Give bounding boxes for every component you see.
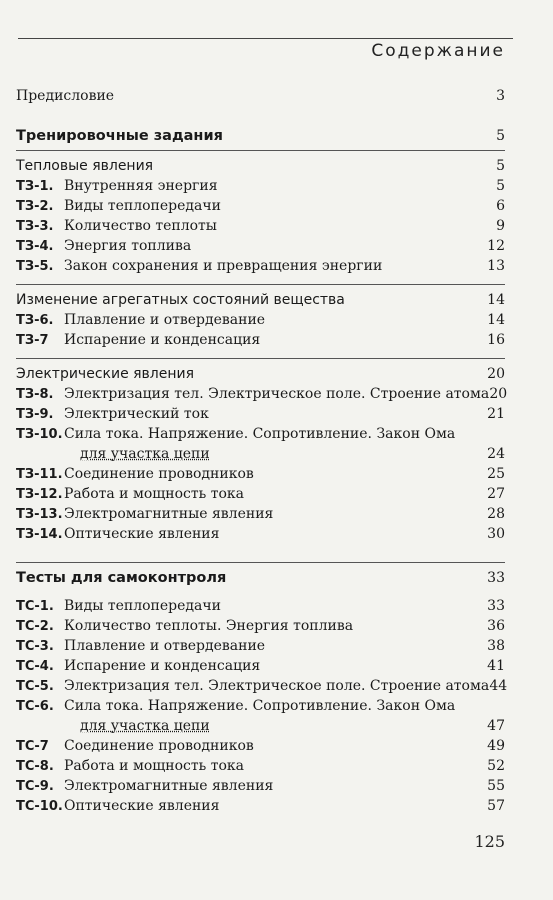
toc-entry-code: ТЗ-2. [16, 199, 54, 214]
toc-entry [16, 292, 505, 312]
toc-entry-title: Работа и мощность тока [64, 758, 244, 774]
toc-entry-page: 14 [487, 292, 505, 308]
toc-entry [16, 366, 505, 386]
toc-entry [16, 88, 505, 108]
toc-entry-title: Энергия топлива [64, 238, 192, 254]
toc-entry-page: 5 [496, 128, 505, 144]
toc-entry [16, 466, 505, 486]
toc-entry-code: ТЗ-6. [16, 313, 54, 328]
toc-entry-title: Плавление и отвердевание [64, 312, 266, 328]
toc-entry-code: ТЗ-3. [16, 219, 54, 234]
toc-entry [16, 446, 505, 466]
header-rule [18, 38, 513, 39]
toc-entry-page: 5 [496, 178, 505, 194]
toc-entry-code: ТЗ-14. [16, 527, 63, 542]
toc-entry-page: 20 [489, 386, 508, 402]
toc-entry [16, 128, 505, 148]
toc-entry-page: 24 [487, 446, 505, 462]
toc-entry [16, 178, 505, 198]
toc-entry [16, 526, 505, 546]
toc-entry-title: для участка цепи [80, 446, 210, 462]
toc-entry [16, 258, 505, 278]
toc-entry [16, 406, 505, 426]
toc-entry-page: 33 [487, 570, 505, 586]
toc-entry-title: Сила тока. Напряжение. Сопротивление. Закон Ома [64, 426, 456, 442]
section-divider [16, 358, 505, 359]
toc-entry-code: ТС-7 [16, 739, 49, 754]
toc-entry-page: 36 [487, 618, 505, 634]
toc-entry-title: Количество теплоты [64, 218, 217, 234]
toc-entry-code: ТЗ-12. [16, 487, 63, 502]
toc-entry-title: Электромагнитные явления [64, 778, 274, 794]
toc-entry-title: Сила тока. Напряжение. Сопротивление. Закон Ома [64, 698, 456, 714]
toc-entry-page: 16 [487, 332, 505, 348]
toc-entry-code: ТЗ-7 [16, 333, 49, 348]
toc-entry-page: 25 [487, 466, 505, 482]
toc-entry-code: ТС-4. [16, 659, 54, 674]
toc-entry-page: 52 [487, 758, 505, 774]
toc-entry-page: 55 [487, 778, 505, 794]
toc-entry-title: Испарение и конденсация [64, 658, 261, 674]
toc-entry-page: 5 [496, 158, 505, 174]
toc-entry-title: Количество теплоты. Энергия топлива [64, 618, 354, 634]
toc-entry-title: Предисловие [16, 88, 115, 104]
toc-entry-title: Соединение проводников [64, 466, 254, 482]
toc-entry [16, 158, 505, 178]
toc-entry-title: Электризация тел. Электрическое поле. Строение атома [64, 678, 490, 694]
toc-entry-title: Оптические явления [64, 526, 220, 542]
toc-entry-page: 38 [487, 638, 505, 654]
toc-entry-code: ТС-9. [16, 779, 54, 794]
toc-entry-title: Тепловые явления [16, 158, 154, 174]
toc-entry-title: Закон сохранения и превращения энергии [64, 258, 383, 274]
toc-entry [16, 198, 505, 218]
page-number: 125 [474, 832, 505, 851]
toc-entry-title: Электрический ток [64, 406, 209, 422]
toc-entry-title: Электромагнитные явления [64, 506, 274, 522]
toc-entry-code: ТЗ-9. [16, 407, 54, 422]
toc-entry [16, 486, 505, 506]
toc-entry-code: ТС-2. [16, 619, 54, 634]
toc-entry [16, 618, 505, 638]
toc-entry-title: Тесты для самоконтроля [16, 570, 227, 586]
toc-entry-title: Тренировочные задания [16, 128, 223, 144]
toc-entry-code: ТС-10. [16, 799, 63, 814]
toc-entry-page: 14 [487, 312, 505, 328]
toc-entry-code: ТЗ-11. [16, 467, 63, 482]
toc-entry [16, 218, 505, 238]
toc-entry-title: Виды теплопередачи [64, 198, 221, 214]
toc-entry [16, 738, 505, 758]
toc-entry-title: Соединение проводников [64, 738, 254, 754]
toc-entry-page: 27 [487, 486, 505, 502]
toc-entry-page: 12 [487, 238, 505, 254]
toc-entry-code: ТЗ-4. [16, 239, 54, 254]
toc-entry-page: 6 [496, 198, 505, 214]
toc-entry-page: 20 [487, 366, 505, 382]
toc-entry-title: Виды теплопередачи [64, 598, 221, 614]
toc-entry-code: ТС-5. [16, 679, 54, 694]
toc-entry-code: ТС-3. [16, 639, 54, 654]
section-divider [16, 150, 505, 151]
toc-entry [16, 598, 505, 618]
section-divider [16, 562, 505, 563]
toc-entry [16, 426, 505, 446]
toc-entry [16, 386, 508, 406]
toc-entry-title: Оптические явления [64, 798, 220, 814]
toc-entry-code: ТС-6. [16, 699, 54, 714]
toc-entry-page: 57 [487, 798, 505, 814]
toc-entry [16, 678, 508, 698]
toc-entry [16, 238, 505, 258]
toc-entry-page: 30 [487, 526, 505, 542]
toc-entry-code: ТЗ-10. [16, 427, 63, 442]
section-divider [16, 284, 505, 285]
toc-entry-page: 41 [487, 658, 505, 674]
toc-entry-page: 9 [496, 218, 505, 234]
toc-entry [16, 758, 505, 778]
toc-entry-page: 33 [487, 598, 505, 614]
toc-entry [16, 312, 505, 332]
toc-entry-title: Работа и мощность тока [64, 486, 244, 502]
toc-entry-code: ТС-1. [16, 599, 54, 614]
toc-entry-title: Плавление и отвердевание [64, 638, 266, 654]
page-header: Содержание [371, 41, 505, 61]
toc-entry-code: ТЗ-5. [16, 259, 54, 274]
toc-entry-code: ТЗ-13. [16, 507, 63, 522]
toc-entry [16, 638, 505, 658]
toc-entry-title: Внутренняя энергия [64, 178, 218, 194]
toc-entry [16, 506, 505, 526]
toc-entry-page: 3 [496, 88, 505, 104]
toc-entry-title: для участка цепи [80, 718, 210, 734]
toc-entry-title: Электрические явления [16, 366, 195, 382]
toc-entry-page: 44 [489, 678, 508, 694]
toc-entry-code: ТЗ-8. [16, 387, 54, 402]
toc-entry [16, 658, 505, 678]
toc-entry-title: Изменение агрегатных состояний вещества [16, 292, 345, 308]
toc-entry [16, 718, 505, 738]
toc-entry-page: 13 [487, 258, 505, 274]
toc-entry [16, 332, 505, 352]
toc-entry-page: 21 [487, 406, 505, 422]
toc-entry-code: ТС-8. [16, 759, 54, 774]
toc-entry-title: Испарение и конденсация [64, 332, 261, 348]
toc-entry [16, 778, 505, 798]
toc-entry-page: 28 [487, 506, 505, 522]
toc-entry-page: 49 [487, 738, 505, 754]
toc-entry-code: ТЗ-1. [16, 179, 54, 194]
toc-entry [16, 798, 505, 818]
toc-entry [16, 570, 505, 590]
toc-entry-title: Электризация тел. Электрическое поле. Строение атома [64, 386, 490, 402]
toc-entry [16, 698, 505, 718]
toc-entry-page: 47 [487, 718, 505, 734]
